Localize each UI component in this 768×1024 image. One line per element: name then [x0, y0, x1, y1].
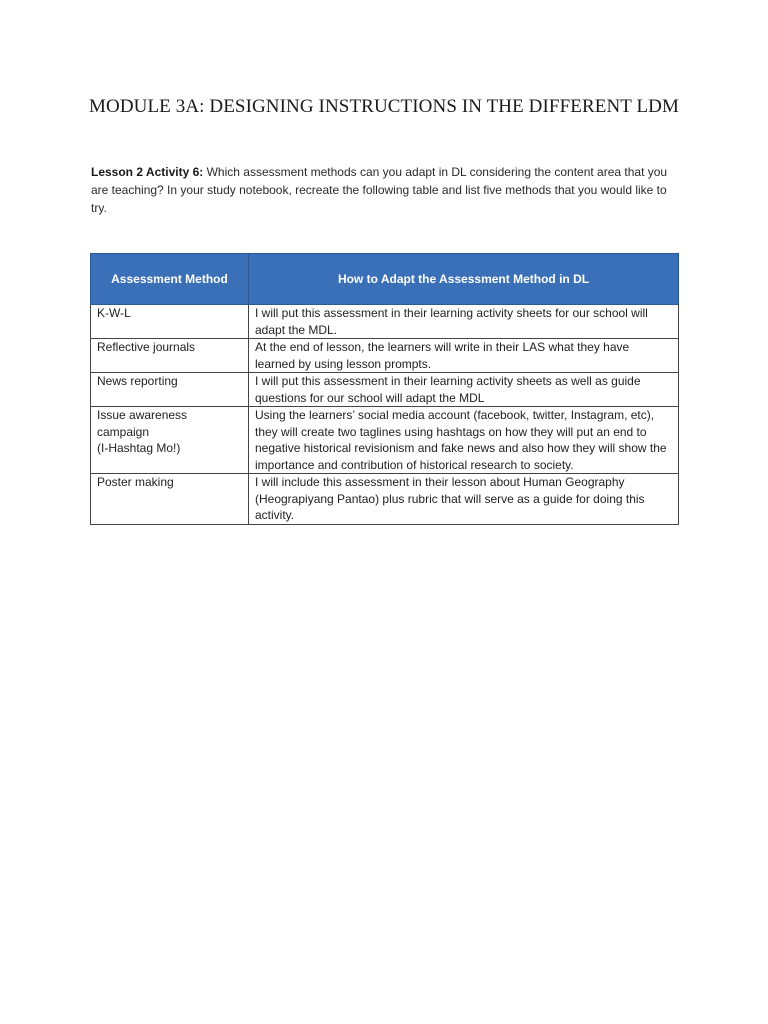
adaptation-cell: I will include this assessment in their lesson about Human Geography (Heograpiyang Pantao) plus rubric that will serve as a guide for doing this activity. [249, 474, 679, 525]
method-text: Poster making [97, 475, 174, 489]
table-row [91, 339, 679, 373]
page-title: MODULE 3A: DESIGNING INSTRUCTIONS IN THE DIFFERENT LDM [89, 96, 679, 117]
table-row [91, 474, 679, 525]
method-text: K-W-L [97, 306, 131, 320]
adaptation-cell: I will put this assessment in their learning activity sheets for our school will adapt the MDL. [249, 305, 679, 339]
adaptation-cell: I will put this assessment in their learning activity sheets as well as guide questions for our school will adapt the MDL [249, 373, 679, 407]
method-text: Reflective journals [97, 340, 196, 354]
table-header-row [91, 254, 679, 305]
method-subtext: (I-Hashtag Mo!) [97, 441, 181, 455]
activity-text: Which assessment methods can you adapt in DL considering the content area that you are teaching? In your study notebook, recreate the following table and list five methods that you would like to try. [91, 165, 668, 215]
activity-instructions [91, 163, 681, 217]
method-cell [91, 305, 249, 339]
header-assessment-method: Assessment Method [91, 254, 249, 305]
method-text: News reporting [97, 374, 178, 388]
method-cell [91, 474, 249, 525]
method-text: Issue awareness campaign [97, 408, 188, 439]
method-cell [91, 373, 249, 407]
adaptation-cell: At the end of lesson, the learners will write in their LAS what they have learned by using lesson prompts. [249, 339, 679, 373]
activity-lead: Lesson 2 Activity 6: [91, 165, 204, 179]
header-adaptation: How to Adapt the Assessment Method in DL [249, 254, 679, 305]
adaptation-cell: Using the learners’ social media account (facebook, twitter, Instagram, etc), they will create two taglines using hashtags on how they will put an end to negative historical revisionism and fake news and also how they will show the importance and contribution of historical research to society. [249, 407, 679, 474]
table-row [91, 407, 679, 474]
method-cell [91, 407, 249, 474]
table-row [91, 373, 679, 407]
assessment-table [90, 253, 679, 525]
method-cell [91, 339, 249, 373]
table-row [91, 305, 679, 339]
